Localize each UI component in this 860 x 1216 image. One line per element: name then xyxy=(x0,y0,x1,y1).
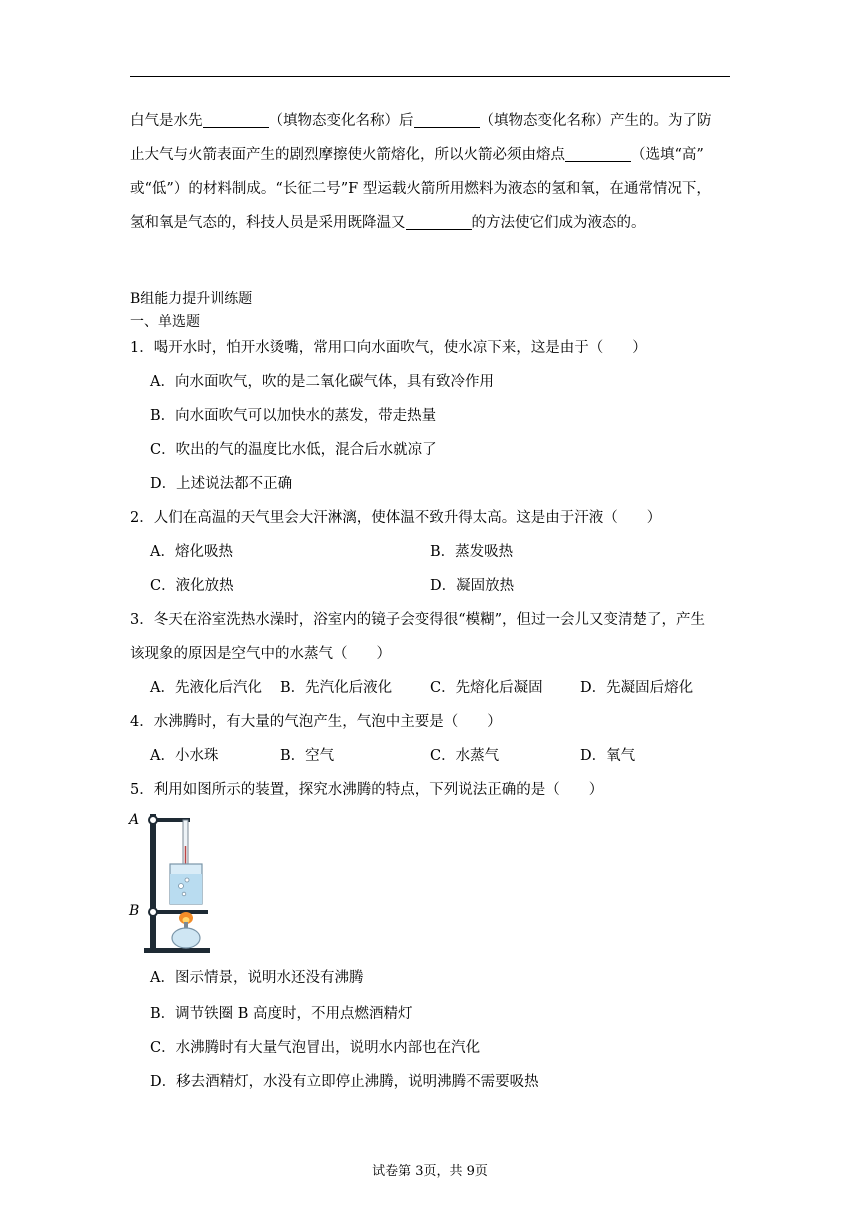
q1-option-a[interactable]: A．向水面吹气，吹的是二氧化碳气体，具有致冷作用 xyxy=(150,374,494,390)
q4-option-b[interactable]: B．空气 xyxy=(280,748,335,764)
answer-blank[interactable] xyxy=(203,111,269,128)
iron-ring-b xyxy=(152,910,208,914)
intro-line-1: 白气是水先 （填物态变化名称）后 （填物态变化名称）产生的。为了防 xyxy=(130,113,712,129)
q3-option-d[interactable]: D．先凝固后熔化 xyxy=(580,680,694,696)
q5-option-a[interactable]: A．图示情景，说明水还没有沸腾 xyxy=(150,970,364,986)
stand-pole xyxy=(150,814,156,950)
boiling-apparatus-figure xyxy=(126,806,222,956)
question-2-stem: 2．人们在高温的天气里会大汗淋漓，使体温不致升得太高。这是由于汗液（ ） xyxy=(130,510,662,526)
question-4-stem: 4．水沸腾时，有大量的气泡产生，气泡中主要是（ ） xyxy=(130,714,502,730)
question-1-stem: 1．喝开水时，怕开水烫嘴，常用口向水面吹气，使水凉下来，这是由于（ ） xyxy=(130,340,647,356)
page-footer: 试卷第 3页，共 9页 xyxy=(372,1164,488,1179)
boiling-apparatus-illustration xyxy=(126,806,222,956)
intro-paragraph xyxy=(130,104,730,240)
figure-label-a: A xyxy=(129,812,140,828)
answer-blank[interactable] xyxy=(414,111,480,128)
q4-option-a[interactable]: A．小水珠 xyxy=(150,748,219,764)
q1-option-d[interactable]: D．上述说法都不正确 xyxy=(150,476,293,492)
q1-option-c[interactable]: C．吹出的气的温度比水低，混合后水就凉了 xyxy=(150,442,437,458)
q3-option-c[interactable]: C．先熔化后凝固 xyxy=(430,680,543,696)
answer-blank[interactable] xyxy=(565,145,631,162)
question-3-stem-line-2: 该现象的原因是空气中的水蒸气（ ） xyxy=(130,646,391,662)
q5-option-b[interactable]: B．调节铁圈 B 高度时，不用点燃酒精灯 xyxy=(150,1006,413,1022)
lamp-wick xyxy=(184,922,188,928)
bubble xyxy=(185,878,189,882)
q2-option-d[interactable]: D．凝固放热 xyxy=(430,578,515,594)
bubble xyxy=(179,884,184,889)
q3-option-a[interactable]: A．先液化后汽化 xyxy=(150,680,262,696)
q4-option-d[interactable]: D．氧气 xyxy=(580,748,636,764)
q3-option-b[interactable]: B．先汽化后液化 xyxy=(280,680,393,696)
intro-line-3: 或“低”）的材料制成。“长征二号”F 型运载火箭所用燃料为液态的氢和氧，在通常情况下， xyxy=(130,181,711,197)
clamp-knob-b xyxy=(149,908,157,916)
header-rule xyxy=(130,76,730,77)
q5-option-d[interactable]: D．移去酒精灯，水没有立即停止沸腾，说明沸腾不需要吸热 xyxy=(150,1074,539,1090)
figure-label-b: B xyxy=(129,903,140,919)
intro-line-2: 止大气与火箭表面产生的剧烈摩擦使火箭熔化，所以火箭必须由熔点 （选填“高” xyxy=(130,147,704,163)
question-5-stem: 5．利用如图所示的装置，探究水沸腾的特点，下列说法正确的是（ ） xyxy=(130,782,604,798)
q2-option-c[interactable]: C．液化放热 xyxy=(150,578,234,594)
q2-option-b[interactable]: B．蒸发吸热 xyxy=(430,544,514,560)
intro-line-4: 氢和氧是气态的，科技人员是采用既降温又 的方法使它们成为液态的。 xyxy=(130,215,646,231)
answer-blank[interactable] xyxy=(406,213,472,230)
q4-option-c[interactable]: C．水蒸气 xyxy=(430,748,500,764)
alcohol-lamp xyxy=(172,928,200,948)
q2-option-a[interactable]: A．熔化吸热 xyxy=(150,544,233,560)
section-title: B组能力提升训练题 xyxy=(130,291,253,307)
question-3-stem-line-1: 3．冬天在浴室洗热水澡时，浴室内的镜子会变得很“模糊”，但过一会儿又变清楚了，产生 xyxy=(130,612,706,628)
q1-option-b[interactable]: B．向水面吹气可以加快水的蒸发，带走热量 xyxy=(150,408,437,424)
bubble xyxy=(182,892,186,896)
q5-option-c[interactable]: C．水沸腾时有大量气泡冒出，说明水内部也在汽化 xyxy=(150,1040,481,1056)
clamp-knob-a xyxy=(149,816,157,824)
section-subtitle: 一、单选题 xyxy=(130,314,200,330)
